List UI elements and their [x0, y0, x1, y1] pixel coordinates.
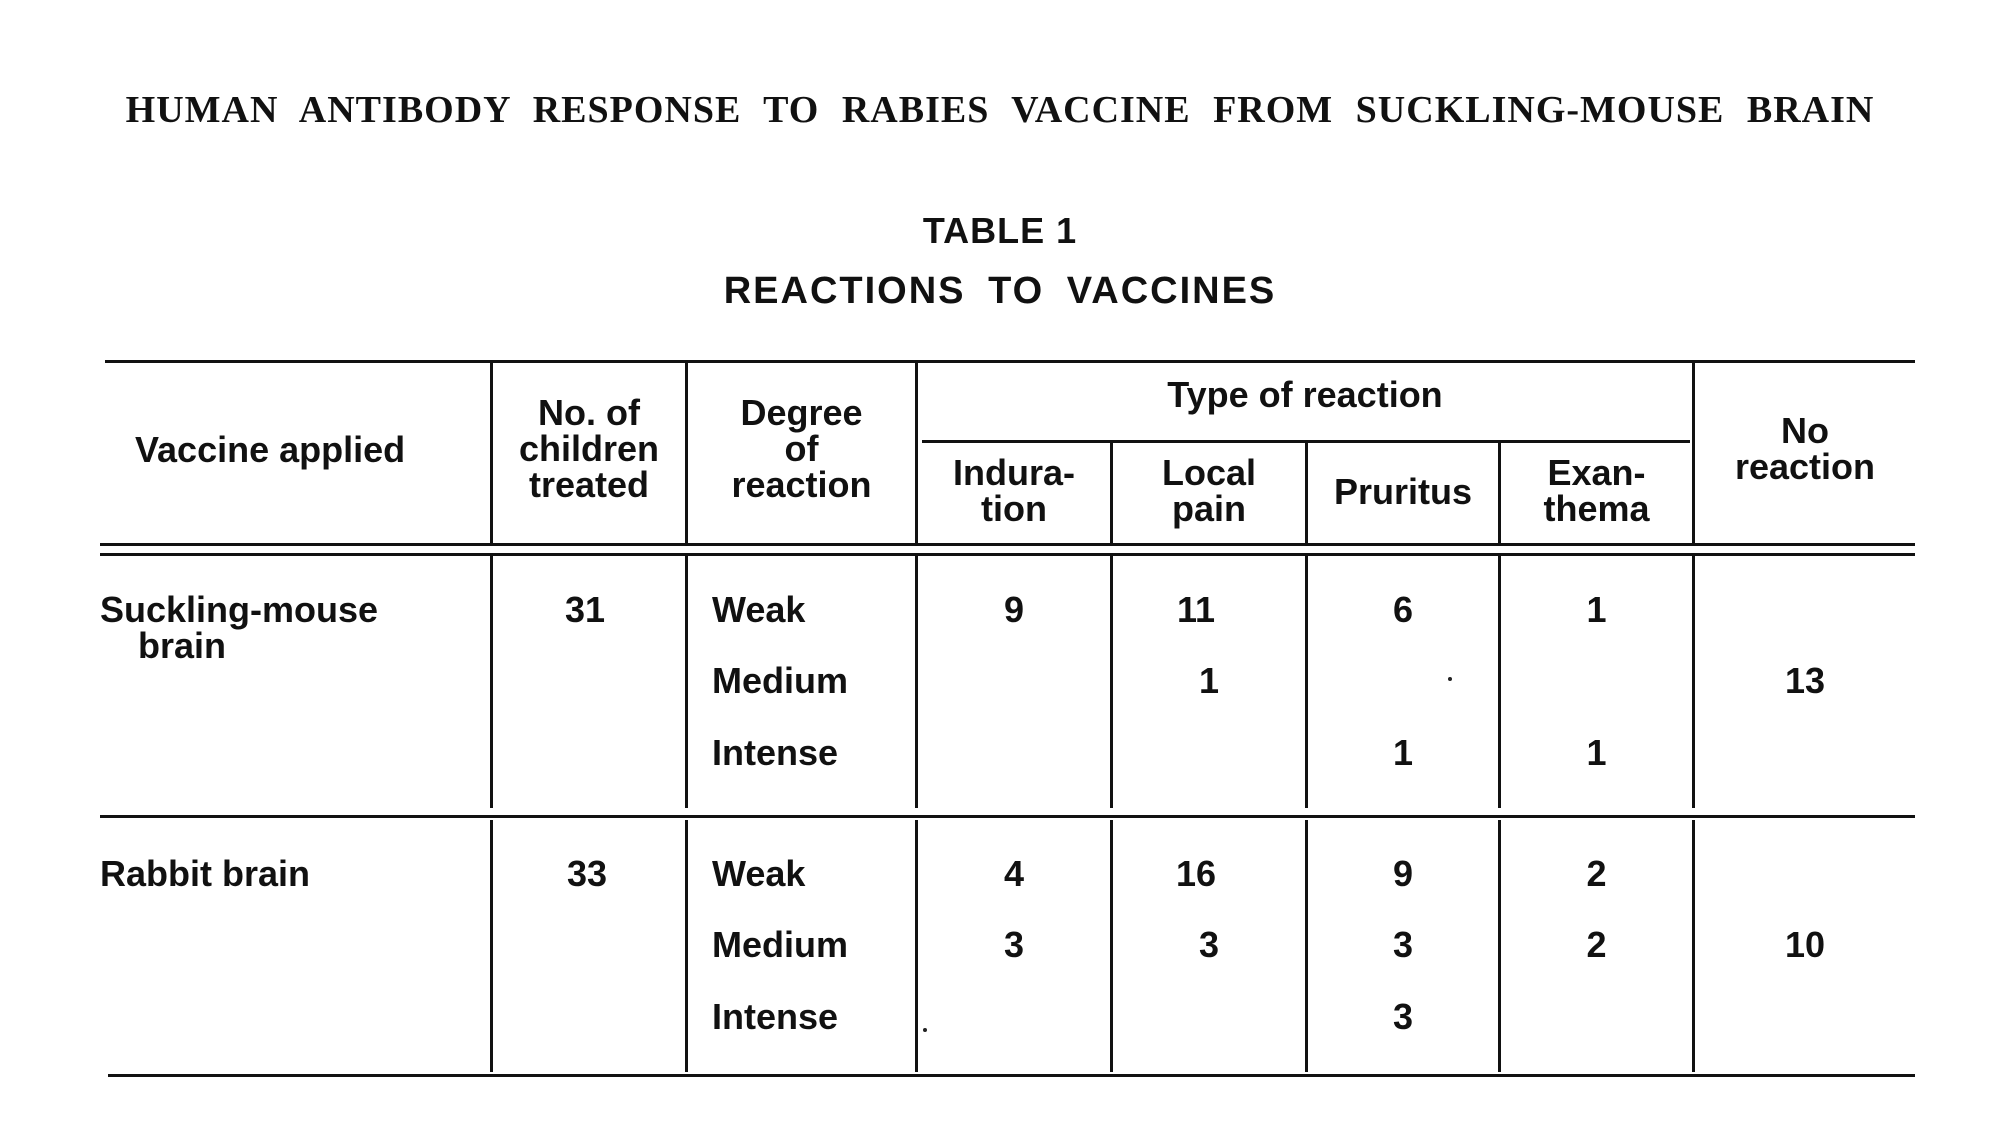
header-exanthema: [1501, 452, 1692, 529]
header-no-reaction-line: reaction: [1734, 446, 1876, 487]
group-2-vaccine-name: Rabbit brain: [100, 853, 311, 894]
header-exanthema-line: thema: [1543, 488, 1650, 529]
page-header: HUMAN ANTIBODY RESPONSE TO RABIES VACCINE FROM SUCKLING-MOUSE BRAIN: [125, 89, 1875, 131]
header-children-line: children: [518, 428, 660, 469]
header-children-treated: [493, 392, 685, 505]
header-double-rule-bottom: [100, 553, 1915, 556]
group-1-row-3-degree: Intense: [712, 732, 839, 773]
table-number: TABLE 1: [922, 210, 1078, 251]
header-children-line: treated: [528, 464, 650, 505]
print-speck-mark: [1448, 677, 1452, 681]
print-speck-mark: [923, 1028, 927, 1032]
table-top-rule: [105, 360, 1915, 363]
header-exanthema-line: Exan-: [1547, 452, 1646, 493]
group-divider-rule: [100, 815, 1915, 818]
header-induration-line: tion: [981, 488, 1047, 529]
header-children-line: No. of: [538, 392, 640, 433]
group-1-row-1-local-pain: 11: [1176, 589, 1216, 630]
group-1-row-1-exanthema: 1: [1586, 589, 1607, 630]
group-1-row-1-degree: Weak: [712, 589, 806, 630]
group-1-vaccine-name-cont: brain: [138, 625, 227, 666]
group-2-row-1-local-pain: 16: [1175, 853, 1217, 894]
header-local-pain: [1113, 452, 1305, 529]
table-caption: REACTIONS TO VACCINES: [723, 270, 1277, 312]
table-bottom-rule: [108, 1074, 1915, 1077]
group-2-row-2-local-pain: 3: [1198, 924, 1220, 965]
group-1-row-3-pruritus: 1: [1392, 732, 1414, 773]
header-no-reaction-line: No: [1781, 410, 1829, 451]
group-2-row-3-pruritus: 3: [1392, 996, 1414, 1037]
group-2-row-2-pruritus: 3: [1392, 924, 1414, 965]
header-induration-line: Indura-: [953, 452, 1075, 493]
header-pruritus: Pruritus: [1333, 471, 1473, 512]
header-no-reaction: [1695, 410, 1915, 487]
group-2-row-2-induration: 3: [1003, 924, 1025, 965]
header-vaccine-applied: Vaccine applied: [135, 429, 406, 470]
group-1-row-1-pruritus: 6: [1392, 589, 1414, 630]
group-2-no-reaction: 10: [1784, 924, 1826, 965]
group-2-row-1-pruritus: 9: [1392, 853, 1414, 894]
header-induration: [918, 452, 1110, 529]
group-1-row-2-local-pain: 1: [1198, 660, 1220, 701]
header-double-rule-top: [100, 543, 1915, 546]
group-2-row-1-exanthema: 2: [1586, 853, 1607, 894]
header-degree-line: Degree: [740, 392, 863, 433]
header-degree-line: reaction: [731, 464, 872, 505]
header-degree-line: of: [784, 428, 819, 469]
header-local-pain-line: pain: [1171, 488, 1246, 529]
group-2-row-3-degree: Intense: [712, 996, 839, 1037]
header-type-of-reaction: Type of reaction: [1167, 374, 1443, 415]
group-2-row-1-induration: 4: [1003, 853, 1025, 894]
group-1-row-2-degree: Medium: [712, 660, 849, 701]
group-2-row-2-degree: Medium: [712, 924, 849, 965]
group-1-no-reaction: 13: [1784, 660, 1826, 701]
group-1-children-treated: 31: [564, 589, 606, 630]
header-degree-of-reaction: [688, 392, 915, 505]
header-local-pain-line: Local: [1161, 452, 1257, 493]
group-2-children-treated: 33: [566, 853, 608, 894]
column-divider: [685, 820, 688, 1072]
column-divider: [685, 556, 688, 808]
group-2-row-1-degree: Weak: [712, 853, 806, 894]
group-1-row-3-exanthema: 1: [1586, 732, 1607, 773]
group-2-row-2-exanthema: 2: [1586, 924, 1607, 965]
group-1-vaccine-name: Suckling-mouse: [100, 589, 379, 630]
group-1-row-1-induration: 9: [1003, 589, 1025, 630]
